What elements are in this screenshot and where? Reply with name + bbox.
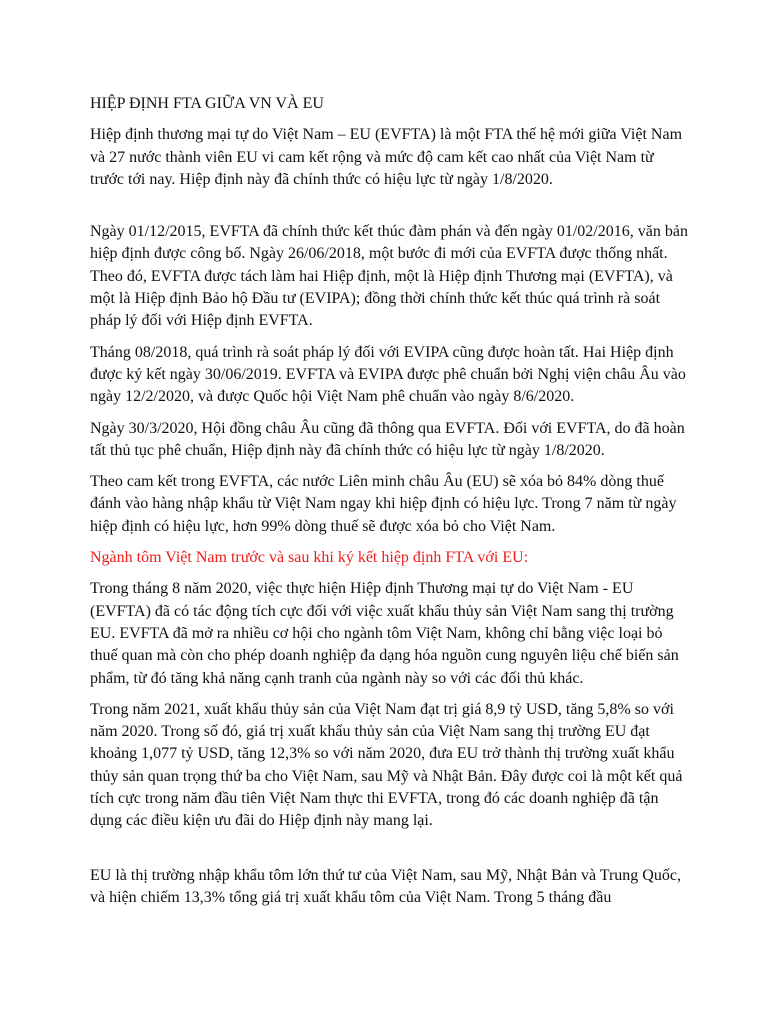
paragraph-export-2021: Trong năm 2021, xuất khẩu thủy sản của Việt Nam đạt trị giá 8,9 tỷ USD, tăng 5,8% so với năm 2020. Trong số đó, giá trị xuất khẩu thủy sản của Việt Nam sang thị trường EU đạt khoảng 1,077 tỷ USD, tăng 12,3% so với năm 2020, đưa EU trở thành thị trường xuất khẩu thủy sản quan trọng thứ ba cho Việt Nam, sau Mỹ và Nhật Bản. Đây được coi là một kết quả tích cực trong năm đầu tiên Việt Nam thực thi EVFTA, trong đó các doanh nghiệp đã tận dụng các điều kiện ưu đãi do Hiệp định này mang lại.	[90, 700, 683, 830]
paragraph-timeline-2015: Ngày 01/12/2015, EVFTA đã chính thức kết thúc đàm phán và đến ngày 01/02/2016, văn bản hiệp định được công bố. Ngày 26/06/2018, một bước đi mới của EVFTA được thống nhất. Theo đó, EVFTA được tách làm hai Hiệp định, một là Hiệp định Thương mại (EVFTA), và một là Hiệp định Bảo hộ Đầu tư (EVIPA); đồng thời chính thức kết thúc quá trình rà soát pháp lý đối với Hiệp định EVFTA.	[90, 223, 688, 330]
paragraph-timeline-2018: Tháng 08/2018, quá trình rà soát pháp lý đối với EVIPA cũng được hoàn tất. Hai Hiệp định được ký kết ngày 30/06/2019. EVFTA và EVIPA được phê chuẩn bởi Nghị viện châu Âu vào ngày 12/2/2020, và được Quốc hội Việt Nam phê chuẩn vào ngày 8/6/2020.	[90, 343, 686, 406]
document-title: HIỆP ĐỊNH FTA GIỮA VN VÀ EU	[90, 95, 324, 112]
paragraph-shrimp-2020: Trong tháng 8 năm 2020, việc thực hiện Hiệp định Thương mại tự do Việt Nam - EU (EVFTA) đã có tác động tích cực đối với việc xuất khẩu thủy sản Việt Nam sang thị trường EU. EVFTA đã mở ra nhiều cơ hội cho ngành tôm Việt Nam, không chỉ bằng việc loại bỏ thuế quan mà còn cho phép doanh nghiệp đa dạng hóa nguồn cung nguyên liệu chế biến sản phẩm, từ đó tăng khả năng cạnh tranh của ngành này so với các đối thủ khác.	[90, 580, 679, 687]
paragraph-eu-market: EU là thị trường nhập khẩu tôm lớn thứ tư của Việt Nam, sau Mỹ, Nhật Bản và Trung Quốc, và hiện chiếm 13,3% tổng giá trị xuất khẩu tôm của Việt Nam. Trong 5 tháng đầu	[90, 866, 681, 906]
paragraph-timeline-2020: Ngày 30/3/2020, Hội đồng châu Âu cũng đã thông qua EVFTA. Đối với EVFTA, do đã hoàn tất thủ tục phê chuẩn, Hiệp định này đã chính thức có hiệu lực từ ngày 1/8/2020.	[90, 419, 685, 459]
document-page	[90, 93, 690, 918]
paragraph-intro: Hiệp định thương mại tự do Việt Nam – EU (EVFTA) là một FTA thế hệ mới giữa Việt Nam và 27 nước thành viên EU vi cam kết rộng và mức độ cam kết cao nhất của Việt Nam từ trước tới nay. Hiệp định này đã chính thức có hiệu lực từ ngày 1/8/2020.	[90, 126, 683, 188]
paragraph-tariff-commitment: Theo cam kết trong EVFTA, các nước Liên minh châu Âu (EU) sẽ xóa bỏ 84% dòng thuế đánh vào hàng nhập khẩu từ Việt Nam ngay khi hiệp định có hiệu lực. Trong 7 năm từ ngày hiệp định có hiệu lực, hơn 99% dòng thuế sẽ được xóa bỏ cho Việt Nam.	[90, 473, 677, 535]
section-heading-shrimp: Ngành tôm Việt Nam trước và sau khi ký kết hiệp định FTA với EU:	[90, 549, 529, 567]
